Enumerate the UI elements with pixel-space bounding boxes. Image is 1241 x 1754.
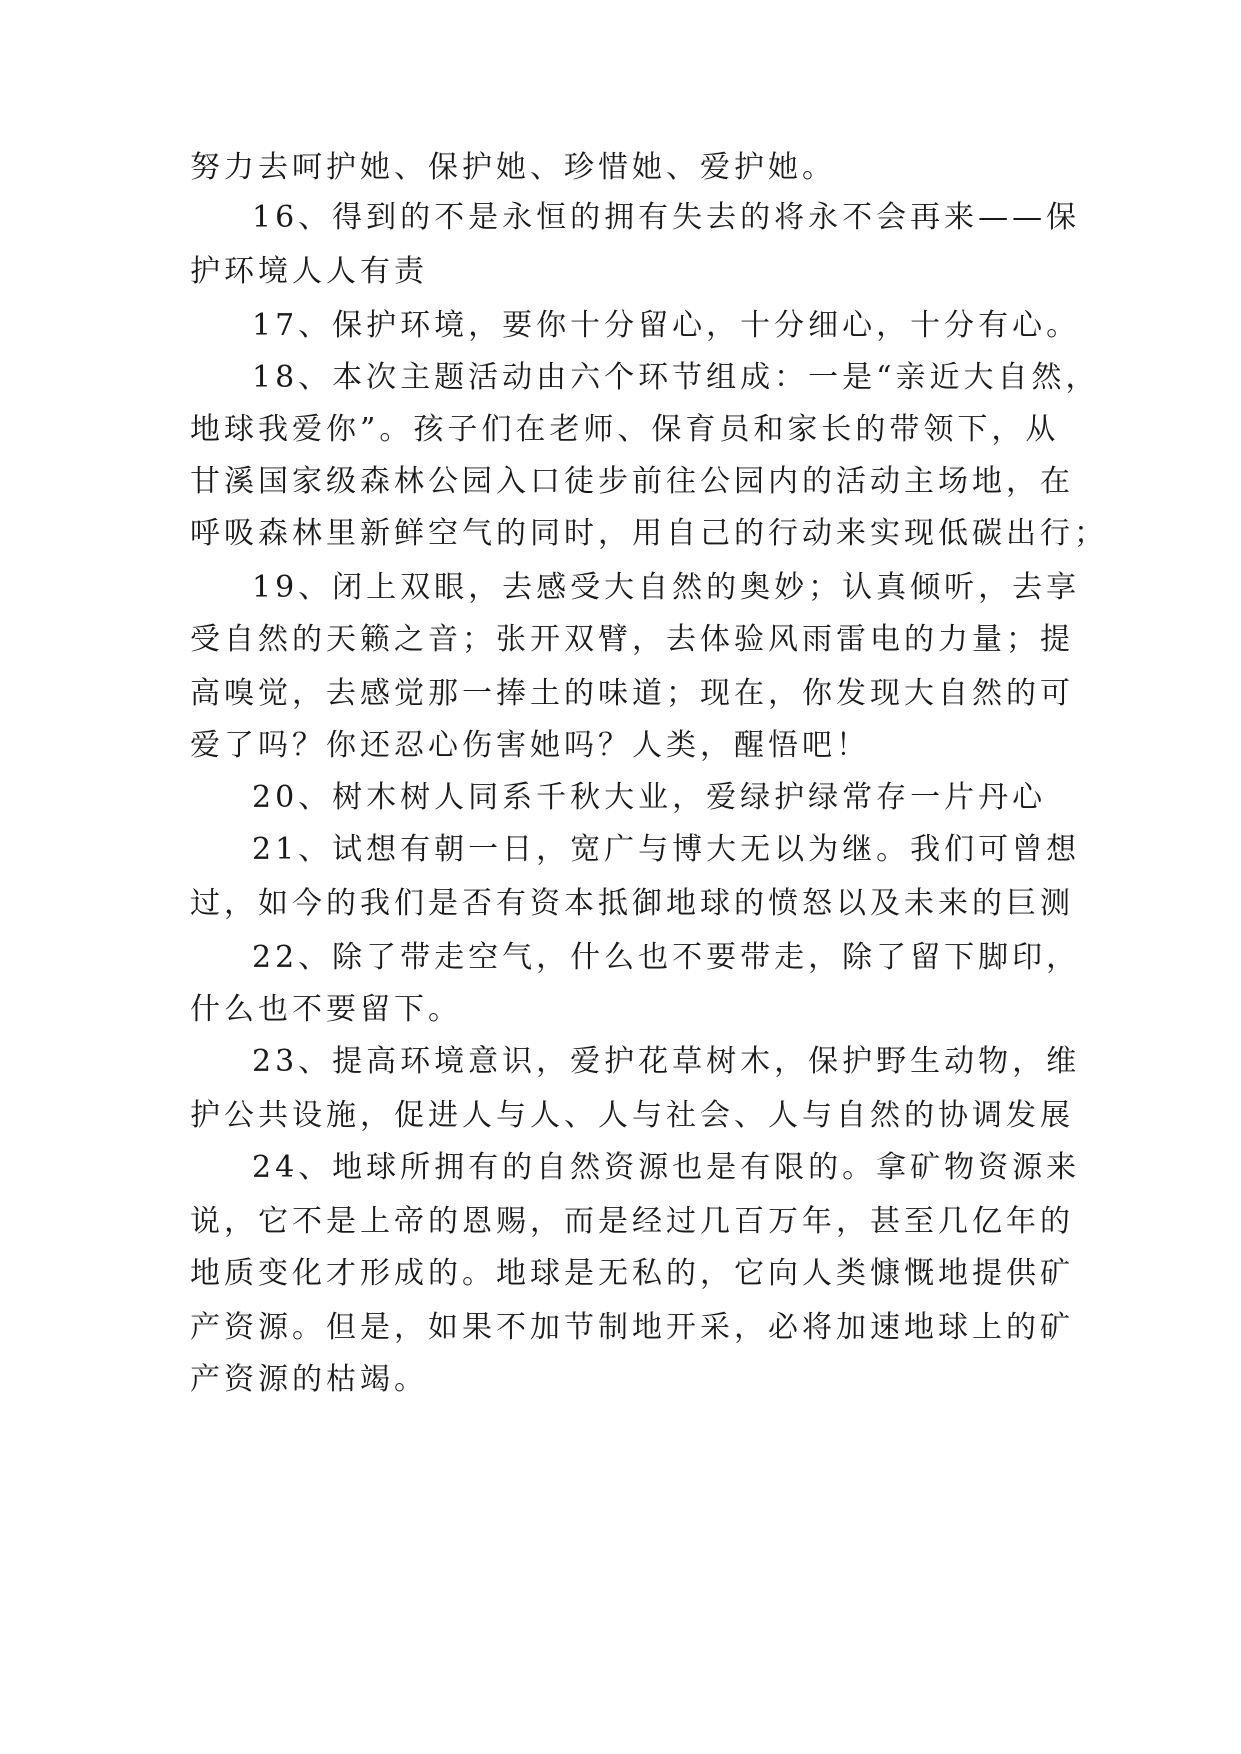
text-line: 产资源的枯竭。	[190, 1362, 428, 1397]
text-line: 地球我爱你”。孩子们在老师、保育员和家长的带领下，从	[190, 412, 1060, 447]
text-line: 21、试想有朝一日，宽广与博大无以为继。我们可曾想	[252, 832, 1081, 867]
text-line: 20、树木树人同系千秋大业，爱绿护绿常存一片丹心	[252, 780, 1047, 815]
text-line: 说，它不是上帝的恩赐，而是经过几百万年，甚至几亿年的	[190, 1204, 1074, 1239]
text-line: 22、除了带走空气，什么也不要带走，除了留下脚印，	[252, 940, 1081, 975]
text-line: 地质变化才形成的。地球是无私的，它向人类慷慨地提供矿	[190, 1256, 1074, 1291]
text-line: 18、本次主题活动由六个环节组成：一是“亲近大自然，	[252, 360, 1100, 395]
text-line: 甘溪国家级森林公园入口徒步前往公园内的活动主场地，在	[190, 464, 1074, 499]
text-line: 24、地球所拥有的自然资源也是有限的。拿矿物资源来	[252, 1150, 1081, 1185]
text-line: 呼吸森林里新鲜空气的同时，用自己的行动来实现低碳出行；	[190, 516, 1108, 551]
text-line: 护公共设施，促进人与人、人与社会、人与自然的协调发展	[190, 1098, 1074, 1133]
text-line: 16、得到的不是永恒的拥有失去的将永不会再来——保	[252, 200, 1081, 235]
text-line: 什么也不要留下。	[190, 992, 462, 1027]
text-line: 产资源。但是，如果不加节制地开采，必将加速地球上的矿	[190, 1310, 1074, 1345]
text-line: 护环境人人有责	[190, 254, 428, 289]
text-line: 高嗅觉，去感觉那一捧土的味道；现在，你发现大自然的可	[190, 676, 1074, 711]
text-line: 23、提高环境意识，爱护花草树木，保护野生动物，维	[252, 1044, 1081, 1079]
text-line: 努力去呵护她、保护她、珍惜她、爱护她。	[190, 150, 836, 185]
text-line: 17、保护环境，要你十分留心，十分细心，十分有心。	[252, 308, 1081, 343]
text-line: 受自然的天籁之音；张开双臂，去体验风雨雷电的力量；提	[190, 622, 1074, 657]
text-line: 19、闭上双眼，去感受大自然的奥妙；认真倾听，去享	[252, 570, 1081, 605]
text-line: 爱了吗？你还忍心伤害她吗？人类，醒悟吧！	[190, 728, 870, 763]
text-line: 过，如今的我们是否有资本抵御地球的愤怒以及未来的巨测	[190, 886, 1074, 921]
